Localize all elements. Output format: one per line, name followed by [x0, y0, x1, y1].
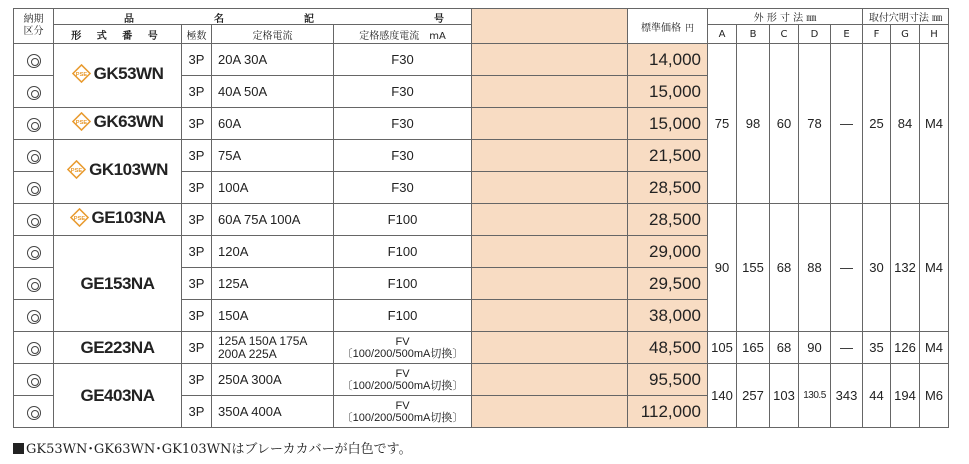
model-cell	[54, 364, 182, 428]
price-cell: 48,500	[628, 332, 708, 364]
double-circle-icon	[27, 342, 41, 356]
double-circle-icon	[27, 118, 41, 132]
dim-letter-c: C	[770, 25, 799, 44]
sensitivity-line-2: 〔100/200/500mA切換〕	[341, 379, 464, 392]
current-cell: 120A	[212, 236, 334, 268]
current-cell: 100A	[212, 172, 334, 204]
table-row	[14, 364, 949, 396]
pole-cell: 3P	[182, 364, 212, 396]
dim-letter-d: D	[799, 25, 831, 44]
dim-g: 132	[891, 204, 920, 332]
price-cell: 95,500	[628, 364, 708, 396]
blank-cell	[472, 76, 628, 108]
table-row	[14, 44, 949, 76]
double-circle-icon	[27, 310, 41, 324]
sensitivity-cell: F30	[334, 140, 472, 172]
dim-g: 194	[891, 364, 920, 428]
price-cell: 38,000	[628, 300, 708, 332]
price-cell: 28,500	[628, 172, 708, 204]
pole-cell: 3P	[182, 268, 212, 300]
dim-c: 68	[770, 332, 799, 364]
blank-cell	[472, 172, 628, 204]
model-cell	[54, 236, 182, 332]
sensitivity-line-2: 〔100/200/500mA切換〕	[341, 347, 464, 360]
dim-c: 103	[770, 364, 799, 428]
pse-mark-text: PSE	[73, 216, 85, 223]
sensitivity-col-header: 定格感度電流 mA	[334, 25, 472, 44]
sensitivity-line-2: 〔100/200/500mA切換〕	[341, 411, 464, 424]
current-cell	[212, 332, 334, 364]
breaker-spec-table	[13, 8, 949, 428]
price-unit: 円	[684, 23, 694, 34]
dim-e: 343	[831, 364, 863, 428]
pole-cell: 3P	[182, 172, 212, 204]
blank-cell	[472, 332, 628, 364]
double-circle-icon	[27, 86, 41, 100]
blank-cell	[472, 140, 628, 172]
dim-h: M4	[920, 332, 949, 364]
table-row	[14, 332, 949, 364]
dim-e: —	[831, 44, 863, 204]
delivery-cell	[14, 140, 54, 172]
sensitivity-cell: F30	[334, 76, 472, 108]
sensitivity-line-1: FV	[395, 399, 410, 412]
dim-e: —	[831, 332, 863, 364]
blank-cell	[472, 364, 628, 396]
pole-cell: 3P	[182, 76, 212, 108]
current-cell: 125A	[212, 268, 334, 300]
model-ge403na: GE403NA	[80, 385, 155, 405]
price-cell: 29,000	[628, 236, 708, 268]
blank-cell	[472, 300, 628, 332]
outer-dims-header: 外 形 寸 法 ㎜	[708, 9, 863, 25]
model-gk53wn: GK53WN	[93, 63, 164, 83]
current-cell: 350A 400A	[212, 396, 334, 428]
sensitivity-line-1: FV	[395, 335, 410, 348]
sensitivity-cell: F100	[334, 204, 472, 236]
model-cell	[54, 108, 182, 140]
dim-h: M4	[920, 44, 949, 204]
pole-cell: 3P	[182, 236, 212, 268]
delivery-cell	[14, 364, 54, 396]
sensitivity-cell	[334, 364, 472, 396]
dim-h: M6	[920, 364, 949, 428]
dim-letter-e: E	[831, 25, 863, 44]
dim-a: 90	[708, 204, 737, 332]
model-cell	[54, 140, 182, 204]
delivery-cell	[14, 204, 54, 236]
blank-header	[472, 9, 628, 44]
dim-f: 44	[863, 364, 891, 428]
dim-letter-f: F	[863, 25, 891, 44]
model-cell	[54, 204, 182, 236]
model-gk63wn: GK63WN	[93, 111, 164, 131]
dim-d: 90	[799, 332, 831, 364]
current-cell: 60A 75A 100A	[212, 204, 334, 236]
price-cell: 15,000	[628, 108, 708, 140]
sensitivity-cell: F30	[334, 108, 472, 140]
model-gk103wn: GK103WN	[89, 159, 168, 179]
delivery-cell	[14, 268, 54, 300]
double-circle-icon	[27, 150, 41, 164]
product-name-header	[54, 9, 472, 25]
current-cell: 20A 30A	[212, 44, 334, 76]
model-ge153na: GE153NA	[80, 273, 155, 293]
dim-h: M4	[920, 204, 949, 332]
price-col-label: 標準価格	[640, 22, 681, 34]
dim-g: 84	[891, 44, 920, 204]
dim-b: 257	[737, 364, 770, 428]
dim-d: 78	[799, 44, 831, 204]
dim-b: 98	[737, 44, 770, 204]
table-row	[14, 204, 949, 236]
double-circle-icon	[27, 246, 41, 260]
current-line-2: 200A 225A	[218, 346, 277, 361]
price-cell: 15,000	[628, 76, 708, 108]
sensitivity-cell: F100	[334, 300, 472, 332]
blank-cell	[472, 268, 628, 300]
delivery-cell	[14, 332, 54, 364]
price-cell: 29,500	[628, 268, 708, 300]
delivery-header	[14, 9, 54, 44]
pole-cell: 3P	[182, 396, 212, 428]
current-cell: 75A	[212, 140, 334, 172]
dim-d: 88	[799, 204, 831, 332]
dim-a: 140	[708, 364, 737, 428]
blank-cell	[472, 236, 628, 268]
double-circle-icon	[27, 54, 41, 68]
delivery-label-2: 区分	[23, 26, 44, 37]
price-cell: 14,000	[628, 44, 708, 76]
delivery-cell	[14, 108, 54, 140]
delivery-cell	[14, 396, 54, 428]
pse-mark-text: PSE	[70, 168, 83, 175]
sensitivity-cell: F30	[334, 44, 472, 76]
black-square-icon	[13, 443, 24, 454]
delivery-cell	[14, 76, 54, 108]
double-circle-icon	[27, 374, 41, 388]
current-cell: 250A 300A	[212, 364, 334, 396]
current-cell: 40A 50A	[212, 76, 334, 108]
mount-dims-header: 取付穴明寸法 ㎜	[863, 9, 949, 25]
pole-col-header: 極数	[182, 25, 212, 44]
sensitivity-cell: F30	[334, 172, 472, 204]
pole-cell: 3P	[182, 44, 212, 76]
model-cell	[54, 332, 182, 364]
pse-diamond-icon	[72, 112, 91, 131]
model-ge103na: GE103NA	[91, 207, 166, 227]
pole-cell: 3P	[182, 332, 212, 364]
blank-cell	[472, 204, 628, 236]
double-circle-icon	[27, 406, 41, 420]
pse-diamond-icon	[70, 208, 89, 227]
model-col-header: 形 式 番 号	[54, 25, 182, 44]
current-line-1: 125A 150A 175A	[218, 333, 308, 348]
delivery-label-1: 納期	[23, 14, 44, 25]
current-cell: 60A	[212, 108, 334, 140]
pole-cell: 3P	[182, 204, 212, 236]
price-header	[628, 9, 708, 44]
double-circle-icon	[27, 278, 41, 292]
delivery-cell	[14, 172, 54, 204]
dim-b: 165	[737, 332, 770, 364]
dim-e: —	[831, 204, 863, 332]
current-cell: 150A	[212, 300, 334, 332]
dim-f: 35	[863, 332, 891, 364]
sensitivity-cell: F100	[334, 236, 472, 268]
pole-cell: 3P	[182, 108, 212, 140]
footnote-text: GK53WN･GK63WN･GK103WNはブレーカカバーが白色です。	[26, 442, 412, 457]
pse-mark-text: PSE	[75, 120, 87, 127]
delivery-cell	[14, 236, 54, 268]
dim-d: 130.5	[799, 364, 831, 428]
blank-cell	[472, 108, 628, 140]
dim-f: 30	[863, 204, 891, 332]
blank-cell	[472, 396, 628, 428]
dim-letter-b: B	[737, 25, 770, 44]
dim-letter-a: A	[708, 25, 737, 44]
pse-mark-text: PSE	[75, 72, 87, 79]
delivery-cell	[14, 300, 54, 332]
price-cell: 28,500	[628, 204, 708, 236]
pse-diamond-icon	[72, 64, 91, 83]
dim-b: 155	[737, 204, 770, 332]
model-ge223na: GE223NA	[80, 337, 155, 357]
price-cell: 112,000	[628, 396, 708, 428]
footnote	[13, 438, 412, 457]
delivery-cell	[14, 44, 54, 76]
dim-a: 105	[708, 332, 737, 364]
dim-letter-g: G	[891, 25, 920, 44]
dim-a: 75	[708, 44, 737, 204]
sensitivity-cell	[334, 396, 472, 428]
double-circle-icon	[27, 214, 41, 228]
dim-g: 126	[891, 332, 920, 364]
current-col-header: 定格電流	[212, 25, 334, 44]
sensitivity-cell: F100	[334, 268, 472, 300]
blank-cell	[472, 44, 628, 76]
dim-letter-h: H	[920, 25, 949, 44]
double-circle-icon	[27, 182, 41, 196]
sensitivity-cell	[334, 332, 472, 364]
header-hin: 品	[124, 14, 134, 25]
model-cell	[54, 44, 182, 108]
pse-diamond-icon	[67, 160, 86, 179]
pole-cell: 3P	[182, 140, 212, 172]
price-cell: 21,500	[628, 140, 708, 172]
header-mei: 名	[214, 14, 224, 25]
pole-cell: 3P	[182, 300, 212, 332]
sensitivity-line-1: FV	[395, 367, 410, 380]
dim-c: 68	[770, 204, 799, 332]
dim-c: 60	[770, 44, 799, 204]
dim-f: 25	[863, 44, 891, 204]
header-gou: 号	[434, 14, 444, 25]
header-ki: 記	[304, 14, 314, 25]
